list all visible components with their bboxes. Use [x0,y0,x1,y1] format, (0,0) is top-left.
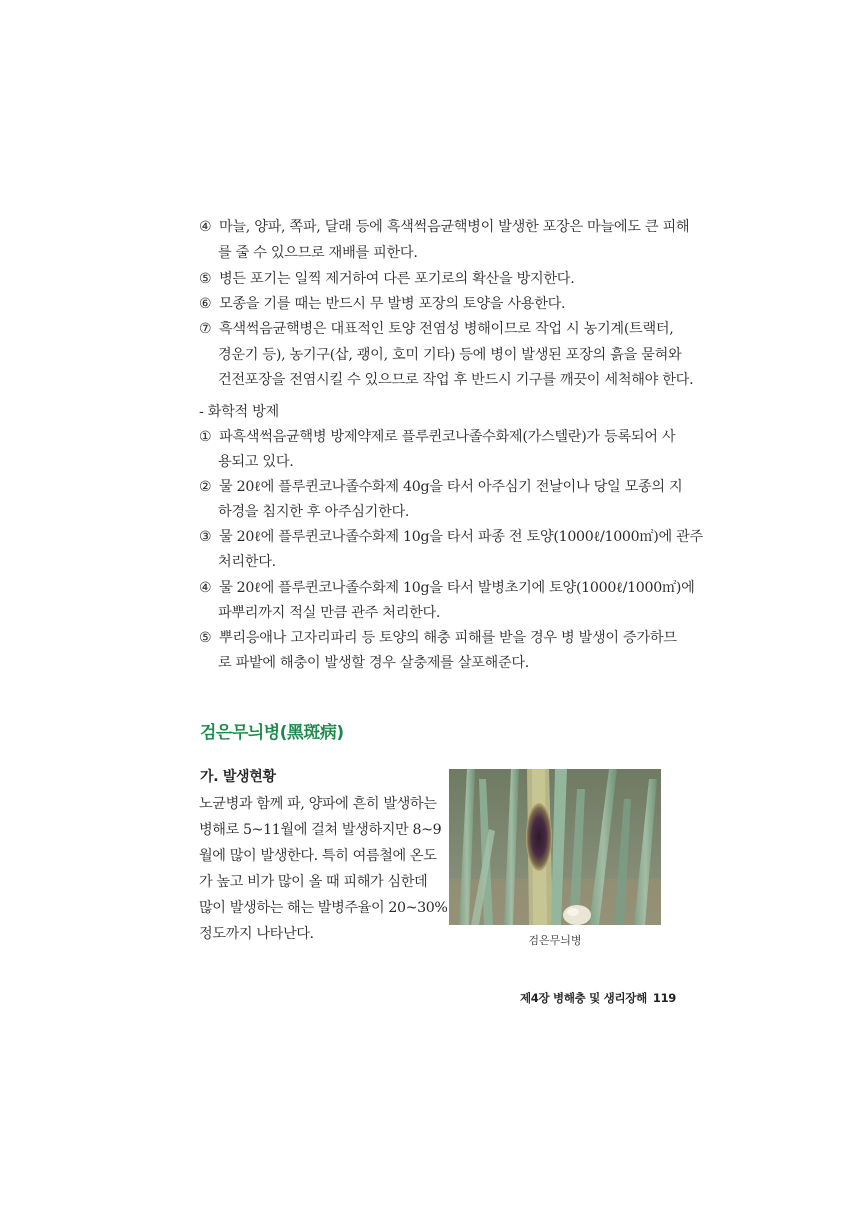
chemical-control-title: - 화학적 방제 [199,404,279,420]
paragraph-line: 월에 많이 발생한다. 특히 여름철에 온도 [199,848,437,864]
list-item: ④ 물 20ℓ에 플루퀸코나졸수화제 10g을 타서 발병초기에 토양(1000ℓ/1000㎡)에 [199,580,695,596]
page-number: 119 [652,991,677,1005]
list-item-continuation: 처리한다. [218,554,276,570]
paragraph-line: 노균병과 함께 파, 양파에 흔히 발생하는 [199,796,437,812]
list-item-continuation: 건전포장을 전염시킬 수 있으므로 작업 후 반드시 기구를 깨끗이 세척해야 한다. [218,372,694,388]
disease-photo [449,769,661,925]
list-item-continuation: 하경을 침지한 후 아주심기한다. [218,504,410,520]
section-heading: 검은무늬병(黑斑病) [200,723,344,743]
list-item: ① 파흑색썩음균핵병 방제약제로 플루퀸코나졸수화제(가스텔란)가 등록되어 사 [199,429,676,445]
list-item: ② 물 20ℓ에 플루퀸코나졸수화제 40g을 타서 아주심기 전날이나 당일 모종의 지 [199,479,683,495]
subsection-heading: 가. 발생현황 [200,769,276,785]
onion-leaf-lesion-image [449,769,661,925]
paragraph-line: 정도까지 나타난다. [199,926,314,942]
photo-caption: 검은무늬병 [528,934,582,947]
list-item-continuation: 를 줄 수 있으므로 재배를 피한다. [218,245,418,261]
list-item-continuation: 용되고 있다. [218,454,294,470]
list-item-continuation: 경운기 등), 농기구(삽, 괭이, 호미 기타) 등에 병이 발생된 포장의 흙을 묻혀와 [218,347,682,363]
list-item-continuation: 로 파밭에 해충이 발생할 경우 살충제를 살포해준다. [218,655,529,671]
list-item-continuation: 파뿌리까지 적실 만큼 관주 처리한다. [218,605,441,621]
paragraph-line: 가 높고 비가 많이 올 때 피해가 심한데 [199,874,428,890]
page-footer [520,990,676,1006]
chapter-title: 제4장 병해충 및 생리장해 [520,991,647,1005]
list-item: ⑦ 흑색썩음균핵병은 대표적인 토양 전염성 병해이므로 작업 시 농기계(트랙터, [199,321,674,337]
list-item: ③ 물 20ℓ에 플루퀸코나졸수화제 10g을 타서 파종 전 토양(1000ℓ/1000㎡)에 관주 [199,529,703,545]
list-item: ⑥ 모종을 기를 때는 반드시 무 발병 포장의 토양을 사용한다. [199,296,566,312]
list-item: ④ 마늘, 양파, 쪽파, 달래 등에 흑색썩음균핵병이 발생한 포장은 마늘에도 큰 피해 [199,219,690,235]
paragraph-line: 많이 발생하는 해는 발병주율이 20~30% [199,900,448,916]
list-item: ⑤ 뿌리응애나 고자리파리 등 토양의 해충 피해를 받을 경우 병 발생이 증가하므 [199,630,677,646]
paragraph-line: 병해로 5~11월에 걸쳐 발생하지만 8~9 [199,822,442,838]
list-item: ⑤ 병든 포기는 일찍 제거하여 다른 포기로의 확산을 방지한다. [199,271,575,287]
